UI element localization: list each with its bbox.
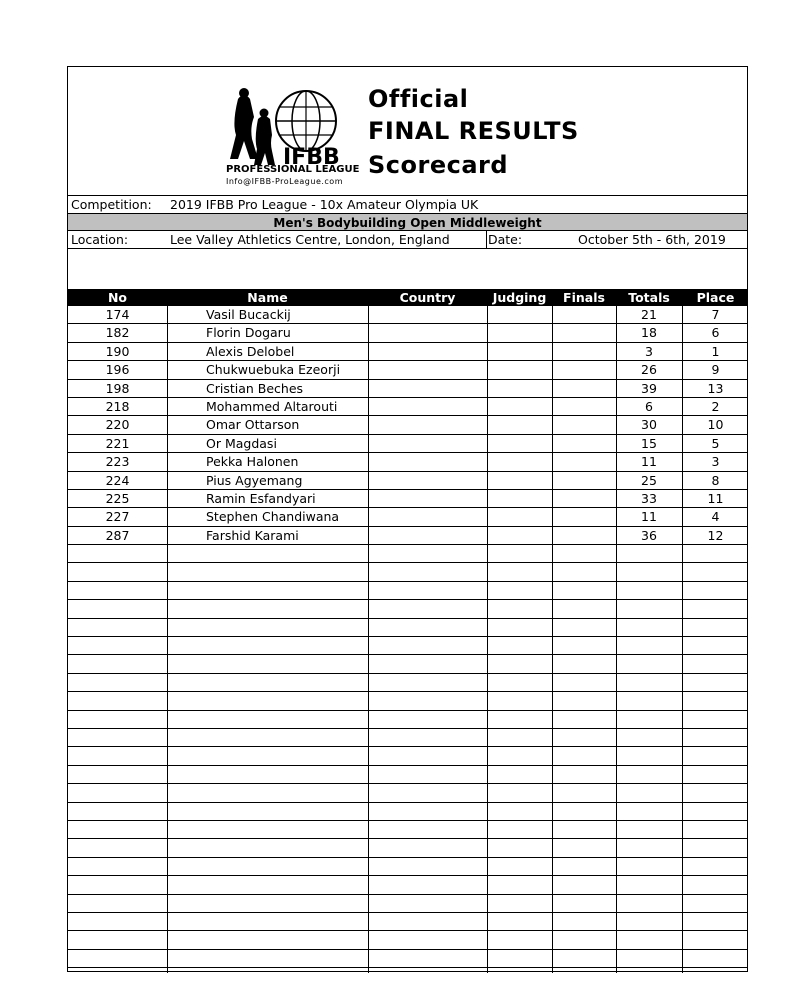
empty-row [68,729,747,747]
table-header [68,289,747,306]
table-row [68,453,747,471]
empty-row [68,895,747,913]
empty-row [68,563,747,581]
cell-totals: 30 [641,417,657,433]
cell-totals: 11 [641,509,657,525]
col-divider [616,289,617,973]
category-title: Men's Bodybuilding Open Middleweight [273,216,542,230]
cell-place: 4 [711,509,720,525]
empty-row [68,582,747,600]
cell-name: Or Magdasi [206,435,277,451]
cell-name: Ramin Esfandyari [206,490,316,506]
header-name: Name [247,290,288,305]
cell-totals: 6 [645,398,653,414]
cell-no: 190 [105,343,130,359]
cell-name: Omar Ottarson [206,417,300,433]
table-row [68,306,747,324]
table-row [68,435,747,453]
empty-row [68,545,747,563]
cell-totals: 25 [641,472,657,488]
cell-totals: 21 [641,307,657,322]
cell-totals: 26 [641,362,657,378]
cell-name: Vasil Bucackij [206,307,291,322]
location-label: Location: [71,232,129,247]
table-row [68,508,747,526]
cell-place: 2 [711,398,720,414]
empty-row [68,766,747,784]
table-row [68,324,747,342]
cell-no: 182 [105,325,130,341]
cell-place: 6 [711,325,720,341]
cell-no: 223 [105,454,130,470]
cell-place: 7 [711,307,720,322]
cell-place: 5 [711,435,720,451]
cell-totals: 18 [641,325,657,341]
cell-totals: 36 [641,527,657,543]
cell-place: 8 [711,472,720,488]
empty-row [68,950,747,968]
cell-no: 198 [105,380,130,396]
cell-place: 3 [711,454,720,470]
header-country: Country [399,290,456,305]
cell-totals: 11 [641,454,657,470]
location-value: Lee Valley Athletics Centre, London, England [170,232,450,247]
competition-row [68,195,747,213]
cell-no: 225 [105,490,130,506]
cell-place: 9 [711,362,720,378]
cell-place: 10 [707,417,724,433]
category-row [68,213,747,231]
title-scorecard: Scorecard [368,151,509,179]
empty-row [68,839,747,857]
table-row [68,361,747,379]
competition-value: 2019 IFBB Pro League - 10x Amateur Olympia UK [170,197,479,212]
col-divider [368,289,369,973]
col-divider [682,289,683,973]
header-judging: Judging [492,290,547,305]
empty-row [68,637,747,655]
cell-no: 196 [105,362,130,378]
cell-place: 1 [711,343,720,359]
empty-row [68,876,747,894]
cell-name: Pius Agyemang [206,472,303,488]
cell-totals: 15 [641,435,657,451]
empty-row [68,784,747,802]
cell-name: Chukwuebuka Ezeorji [206,362,341,378]
cell-totals: 39 [641,380,657,396]
scorecard-header [68,67,747,195]
col-divider [552,289,553,973]
cell-name: Farshid Karami [206,527,299,543]
empty-row [68,821,747,839]
cell-no: 221 [105,435,130,451]
date-divider [486,231,487,248]
empty-row [68,913,747,931]
table-body [68,306,747,968]
cell-no: 220 [105,417,130,433]
table-row [68,490,747,508]
col-divider [167,289,168,973]
location-row [68,231,747,249]
empty-row [68,803,747,821]
cell-place: 11 [707,490,724,506]
header-place: Place [696,290,735,305]
cell-place: 13 [707,380,724,396]
cell-name: Mohammed Altarouti [206,398,338,414]
empty-row [68,619,747,637]
cell-no: 218 [105,398,130,414]
empty-row [68,711,747,729]
empty-row [68,858,747,876]
date-label: Date: [488,232,523,247]
empty-row [68,600,747,618]
logo-email: Info@IFBB-ProLeague.com [226,177,343,186]
logo-brand: IFBB [283,145,340,170]
cell-name: Stephen Chandiwana [206,509,340,525]
logo-subtitle: PROFESSIONAL LEAGUE [226,164,360,175]
competition-label: Competition: [71,197,152,212]
title-official: Official [368,85,469,113]
cell-no: 174 [105,307,130,322]
empty-row [68,747,747,765]
empty-row [68,674,747,692]
cell-no: 227 [105,509,130,525]
cell-no: 287 [105,527,130,543]
table-row [68,416,747,434]
table-row [68,398,747,416]
cell-name: Pekka Halonen [206,454,299,470]
header-finals: Finals [563,290,605,305]
table-row [68,527,747,545]
cell-totals: 33 [641,490,657,506]
empty-row [68,692,747,710]
table-row [68,472,747,490]
cell-place: 12 [707,527,724,543]
cell-no: 224 [105,472,130,488]
header-no: No [107,290,128,305]
cell-name: Alexis Delobel [206,343,295,359]
empty-row [68,655,747,673]
cell-name: Cristian Beches [206,380,304,396]
results-table [68,289,747,968]
date-value: October 5th - 6th, 2019 [578,232,726,247]
title-final-results: FINAL RESULTS [368,117,579,145]
table-row [68,380,747,398]
scorecard-sheet [67,66,748,972]
cell-name: Florin Dogaru [206,325,291,341]
table-row [68,343,747,361]
header-totals: Totals [628,290,670,305]
cell-totals: 3 [645,343,653,359]
col-divider [487,289,488,973]
empty-row [68,931,747,949]
